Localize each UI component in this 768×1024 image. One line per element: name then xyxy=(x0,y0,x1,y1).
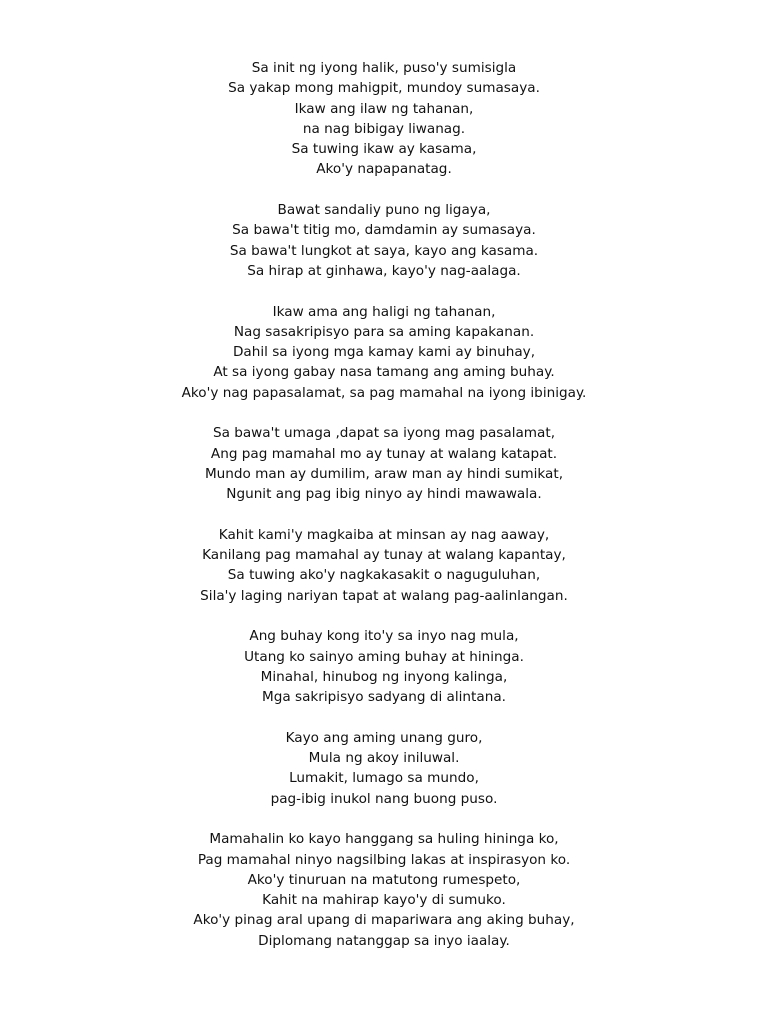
poem-line: Sa tuwing ikaw ay kasama, xyxy=(291,141,477,158)
poem-line: At sa iyong gabay nasa tamang ang aming buhay. xyxy=(213,364,555,381)
poem-line: Sa bawa't umaga ,dapat sa iyong mag pasalamat, xyxy=(212,425,556,442)
poem-line: Bawat sandaliy puno ng ligaya, xyxy=(277,202,491,219)
stanza xyxy=(0,525,768,606)
poem-line: Ako'y tinuruan na matutong rumespeto, xyxy=(247,871,521,888)
poem-line: Kahit kami'y magkaiba at minsan ay nag aaway, xyxy=(218,526,550,543)
poem-line: Ang buhay kong ito'y sa inyo nag mula, xyxy=(249,628,519,645)
poem-line: Sa hirap at ginhawa, kayo'y nag-aalaga. xyxy=(247,262,521,279)
poem-line: pag-ibig inukol nang buong puso. xyxy=(270,790,498,807)
poem-line: Mula ng akoy iniluwal. xyxy=(308,750,460,767)
poem-line: Sa init ng iyong halik, puso'y sumisigla xyxy=(251,60,517,76)
poem-line: Kahit na mahirap kayo'y di sumuko. xyxy=(262,892,506,909)
stanza xyxy=(0,626,768,707)
poem-line: Ako'y nag papasalamat, sa pag mamahal na iyong ibinigay. xyxy=(181,384,587,401)
poem-line: Mundo man ay dumilim, araw man ay hindi sumikat, xyxy=(204,465,564,482)
poem-line: Kanilang pag mamahal ay tunay at walang kapantay, xyxy=(202,547,566,564)
stanza xyxy=(0,829,768,951)
poem-line: Sa yakap mong mahigpit, mundoy sumasaya. xyxy=(228,80,540,97)
poem-line: Dahil sa iyong mga kamay kami ay binuhay, xyxy=(232,344,536,361)
poem-page xyxy=(0,58,768,971)
poem-line: Kayo ang aming unang guro, xyxy=(285,729,483,746)
poem-line: Nag sasakripisyo para sa aming kapakanan. xyxy=(233,323,535,340)
poem-line: Ako'y napapanatag. xyxy=(316,161,452,178)
stanza xyxy=(0,58,768,180)
poem-line: Sa tuwing ako'y nagkakasakit o naguguluhan, xyxy=(227,567,541,584)
poem-line: Ako'y pinag aral upang di mapariwara ang aking buhay, xyxy=(193,912,575,929)
poem-line: Ikaw ama ang haligi ng tahanan, xyxy=(272,303,496,320)
poem-line: Diplomang natanggap sa inyo iaalay. xyxy=(258,932,510,949)
poem-line: Minahal, hinubog ng inyong kalinga, xyxy=(260,668,508,685)
poem-line: Ngunit ang pag ibig ninyo ay hindi mawawala. xyxy=(226,486,542,503)
poem-line: na nag bibigay liwanag. xyxy=(302,120,466,137)
poem-line: Lumakit, lumago sa mundo, xyxy=(289,770,479,787)
poem-line: Ang pag mamahal mo ay tunay at walang katapat. xyxy=(210,445,558,462)
poem-line: Sa bawa't lungkot at saya, kayo ang kasama. xyxy=(229,242,539,259)
poem-line: Sila'y laging nariyan tapat at walang pag-aalinlangan. xyxy=(200,587,568,604)
poem-line: Utang ko sainyo aming buhay at hininga. xyxy=(244,648,524,665)
stanza xyxy=(0,728,768,809)
stanza xyxy=(0,200,768,281)
poem-line: Pag mamahal ninyo nagsilbing lakas at inspirasyon ko. xyxy=(197,851,571,868)
stanza xyxy=(0,423,768,504)
poem-line: Ikaw ang ilaw ng tahanan, xyxy=(294,100,474,117)
poem-line: Mamahalin ko kayo hanggang sa huling hininga ko, xyxy=(209,831,559,848)
poem-line: Sa bawa't titig mo, damdamin ay sumasaya. xyxy=(232,222,536,239)
poem-line: Mga sakripisyo sadyang di alintana. xyxy=(262,689,506,706)
stanza xyxy=(0,302,768,403)
